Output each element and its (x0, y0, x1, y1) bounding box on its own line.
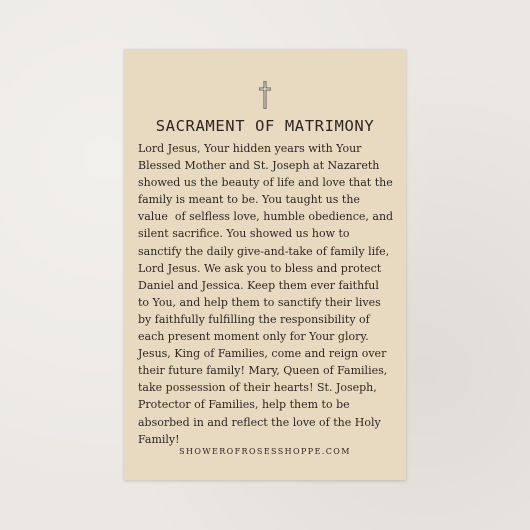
prayer-line: Jesus, King of Families, come and reign over (138, 347, 387, 361)
prayer-line: absorbed in and reflect the love of the Holy (138, 415, 381, 429)
card-title: SACRAMENT OF MATRIMONY (155, 117, 375, 135)
prayer-line: Lord Jesus. We ask you to bless and protect (138, 261, 382, 275)
prayer-line: Lord Jesus, Your hidden years with Your (138, 142, 362, 155)
prayer-line: by faithfully fulfilling the responsibility of (138, 312, 370, 326)
prayer-line: Family! (138, 432, 180, 446)
website-link: SHOWEROFROSESSHOPPE.COM (179, 447, 351, 456)
prayer-line: each present moment only for Your glory. (138, 330, 369, 344)
prayer-line: value of selfless love, humble obedience, and (138, 210, 394, 224)
prayer-line: showed us the beauty of life and love that the (138, 176, 393, 190)
prayer-line: to You, and help them to sanctify their lives (138, 295, 381, 309)
prayer-card (124, 49, 406, 480)
prayer-line: take possession of their hearts! St. Joseph, (138, 381, 377, 395)
prayer-line: family is meant to be. You taught us the (138, 193, 360, 207)
prayer-line: Protector of Families, help them to be (138, 398, 350, 412)
cross-icon (259, 81, 271, 109)
prayer-text (138, 140, 400, 448)
prayer-line: Daniel and Jessica. Keep them ever faithful (138, 278, 379, 292)
prayer-line: sanctify the daily give-and-take of family life, (138, 244, 390, 258)
prayer-line: their future family! Mary, Queen of Families, (138, 364, 388, 378)
prayer-line: silent sacrifice. You showed us how to (138, 227, 350, 241)
prayer-line: Blessed Mother and St. Joseph at Nazareth (138, 159, 380, 173)
